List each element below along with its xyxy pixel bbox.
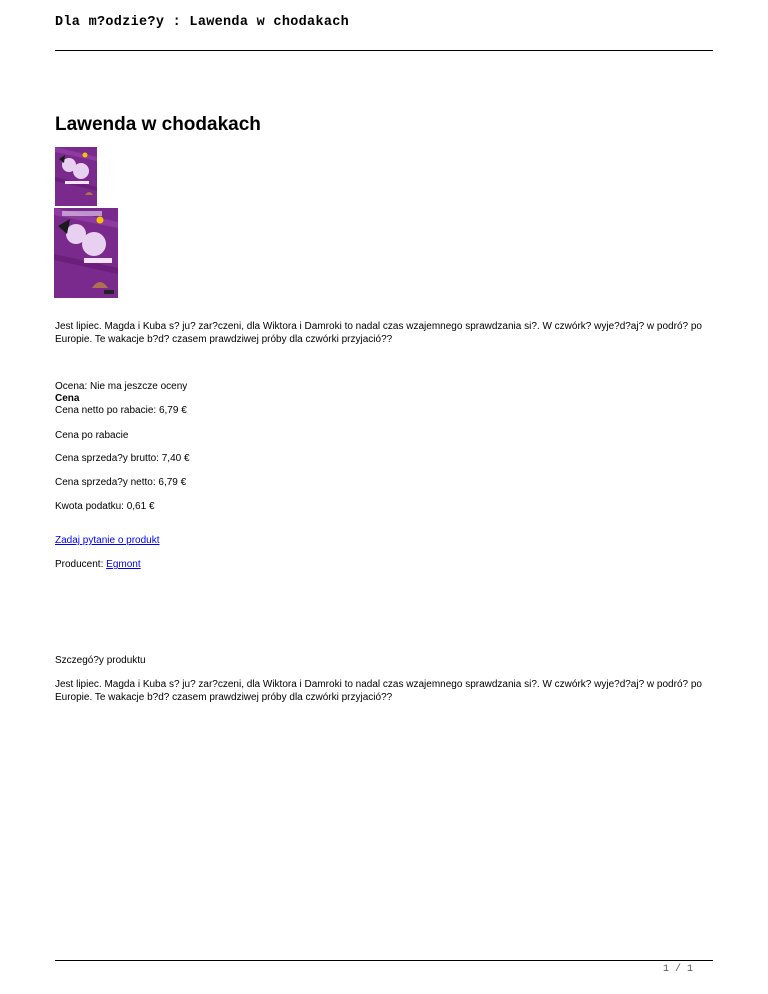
price-heading: Cena [55,393,80,404]
page-number: 1 / 1 [663,964,694,975]
details-description: Jest lipiec. Magda i Kuba s? ju? zar?czeni, dla Wiktora i Damroki to nadal czas wzajemnego sprawdzania si?. W czwórk? wyje?d?aj? w podró? po Europie. Te wakacje b?d? czasem prawdziwej próby dla czwórki przyjació?? [55,679,702,703]
header-divider [55,50,713,51]
product-description: Jest lipiec. Magda i Kuba s? ju? zar?czeni, dla Wiktora i Damroki to nadal czas wzajemnego sprawdzania si?. W czwórk? wyje?d?aj? w podró? po Europie. Te wakacje b?d? czasem prawdziwej próby dla czwórki przyjació?? [55,321,702,345]
producer-line [55,558,141,571]
book-cover-image[interactable] [54,208,118,298]
tax-amount: Kwota podatku: 0,61 € [55,501,155,512]
price-gross: Cena sprzeda?y brutto: 7,40 € [55,453,190,464]
price-net: Cena sprzeda?y netto: 6,79 € [55,477,187,488]
book-cover-thumbnail[interactable] [55,147,97,206]
price-net-after-discount: Cena netto po rabacie: 6,79 € [55,405,187,416]
producer-link[interactable]: Egmont [106,559,141,570]
producer-label: Producent: [55,559,107,570]
footer-divider [55,960,713,961]
details-heading: Szczegó?y produktu [55,655,146,666]
price-after-discount-label: Cena po rabacie [55,430,129,441]
rating-text: Ocena: Nie ma jeszcze oceny [55,381,188,392]
ask-question-line [55,534,160,547]
ask-question-link[interactable]: Zadaj pytanie o produkt [55,535,160,546]
document-header-title: Dla m?odzie?y : Lawenda w chodakach [55,15,350,30]
page-title: Lawenda w chodakach [55,114,261,135]
